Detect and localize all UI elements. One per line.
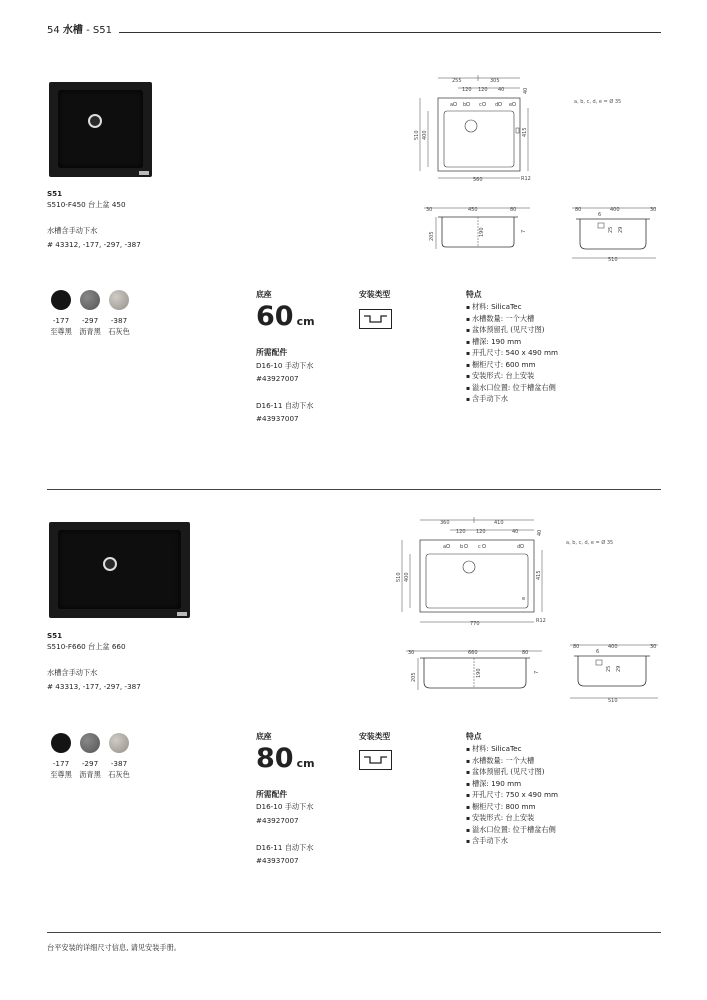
dim-label: 205 — [429, 231, 435, 241]
product-model: S510-F450 台上盆 450 — [47, 200, 126, 209]
base-label: 底座 — [256, 290, 272, 299]
footer-note: 台平安装的详细尺寸信息, 请见安装手册。 — [47, 943, 181, 952]
accessory-name: D16-11 自动下水 — [256, 401, 314, 410]
drain-type: 水槽含手动下水 — [47, 668, 98, 677]
section-divider — [47, 489, 661, 490]
top-view-drawing — [408, 72, 538, 187]
accessory-name: D16-10 手动下水 — [256, 361, 314, 370]
hole-label: b — [463, 102, 467, 108]
header-dash: - — [86, 25, 90, 36]
color-code: -297 — [81, 316, 99, 325]
article-numbers: # 43313, -177, -297, -387 — [47, 682, 141, 691]
color-swatch-297 — [80, 733, 100, 753]
dim-label: 660 — [468, 650, 478, 656]
dim-label: 510 — [608, 698, 618, 704]
product-name: S51 — [47, 631, 63, 640]
feature-item: ▪ 溢水口位置: 位于槽盆右侧 — [466, 383, 558, 395]
dim-label: 7 — [521, 229, 527, 233]
hole-label: c — [479, 102, 482, 108]
color-name: 沥青黑 — [79, 770, 101, 779]
dim-label: 80 — [573, 644, 580, 650]
feature-item: ▪ 盆体预留孔 (见尺寸图) — [466, 767, 558, 779]
color-swatch-387 — [109, 290, 129, 310]
hole-label: e — [522, 596, 526, 602]
side-section-drawing — [568, 640, 660, 706]
color-name: 沥青黑 — [79, 327, 101, 336]
dim-label: 510 — [396, 572, 402, 582]
dim-label: 6 — [598, 212, 602, 218]
dim-label: 410 — [494, 520, 504, 526]
color-code: -387 — [110, 316, 128, 325]
dim-label: R12 — [521, 176, 531, 182]
dim-label: 80 — [510, 207, 517, 213]
hole-label: d — [495, 102, 499, 108]
header-title — [47, 24, 112, 38]
accessory-number: #43937007 — [256, 414, 299, 423]
dim-label: 25 — [608, 226, 614, 233]
features-list — [466, 302, 558, 406]
color-swatches — [47, 290, 142, 338]
footer-rule — [47, 932, 661, 933]
feature-item: ▪ 槽深: 190 mm — [466, 337, 558, 349]
countertop-mount-icon — [359, 750, 392, 770]
front-section-drawing — [404, 646, 544, 696]
dim-label: 7 — [534, 670, 540, 674]
feature-item: ▪ 材料: SilicaTec — [466, 744, 558, 756]
dim-label: 400 — [610, 207, 620, 213]
color-swatch-177 — [51, 733, 71, 753]
hole-diameter-note: a, b, c, d, e = Ø 35 — [566, 540, 614, 546]
color-name: 石灰色 — [108, 770, 130, 779]
dim-label: 560 — [473, 177, 483, 183]
accessory-number: #43927007 — [256, 374, 299, 383]
feature-item: ▪ 开孔尺寸: 750 x 490 mm — [466, 790, 558, 802]
color-code: -297 — [81, 759, 99, 768]
dim-label: 29 — [618, 226, 624, 233]
mount-label: 安装类型 — [359, 290, 391, 299]
dim-label: 360 — [440, 520, 450, 526]
features-list — [466, 744, 558, 848]
article-numbers: # 43312, -177, -297, -387 — [47, 240, 141, 249]
mount-label: 安装类型 — [359, 732, 391, 741]
color-name: 石灰色 — [108, 327, 130, 336]
hole-label: e — [509, 102, 513, 108]
countertop-mount-icon — [359, 309, 392, 329]
dim-label: 400 — [422, 130, 428, 140]
feature-item: ▪ 材料: SilicaTec — [466, 302, 558, 314]
side-section-drawing — [570, 203, 658, 265]
dim-label: 190 — [476, 668, 482, 678]
dim-label: 40 — [523, 87, 529, 94]
hole-label: d — [517, 544, 521, 550]
accessories-label: 所需配件 — [256, 790, 288, 799]
product-photo — [49, 82, 152, 177]
hole-label: b — [460, 544, 464, 550]
drain-type: 水槽含手动下水 — [47, 226, 98, 235]
feature-item: ▪ 水槽数量: 一个大槽 — [466, 314, 558, 326]
dim-label: 770 — [470, 621, 480, 627]
base-size — [256, 744, 315, 779]
base-label: 底座 — [256, 732, 272, 741]
dim-label: 205 — [411, 672, 417, 682]
color-code: -177 — [52, 316, 70, 325]
color-swatch-297 — [80, 290, 100, 310]
base-size-value: 60 — [256, 301, 294, 332]
base-size-value: 80 — [256, 743, 294, 774]
color-name: 至尊黑 — [50, 770, 72, 779]
hole-diameter-note: a, b, c, d, e = Ø 35 — [574, 99, 622, 105]
dim-label: 25 — [606, 665, 612, 672]
feature-item: ▪ 溢水口位置: 位于槽盆右侧 — [466, 825, 558, 837]
header-rule — [119, 32, 661, 33]
header-model: S51 — [92, 25, 112, 36]
dim-label: 30 — [426, 207, 433, 213]
hole-label: c — [478, 544, 481, 550]
feature-item: ▪ 含手动下水 — [466, 836, 558, 848]
color-swatch-177 — [51, 290, 71, 310]
accessory-number: #43937007 — [256, 856, 299, 865]
feature-item: ▪ 开孔尺寸: 540 x 490 mm — [466, 348, 558, 360]
front-section-drawing — [422, 203, 534, 258]
feature-item: ▪ 水槽数量: 一个大槽 — [466, 756, 558, 768]
brand-logo — [177, 612, 187, 616]
dim-label: 415 — [536, 570, 542, 580]
color-swatches — [47, 733, 142, 781]
product-photo — [49, 522, 190, 618]
feature-item: ▪ 盆体预留孔 (见尺寸图) — [466, 325, 558, 337]
top-view-drawing — [394, 512, 554, 630]
dim-label: 80 — [522, 650, 529, 656]
accessory-name: D16-10 手动下水 — [256, 802, 314, 811]
dim-label: 400 — [404, 572, 410, 582]
accessories-label: 所需配件 — [256, 348, 288, 357]
dim-label: 305 — [490, 78, 500, 84]
base-size-unit: cm — [296, 757, 315, 770]
hole-label: a — [443, 544, 447, 550]
sink-basin — [58, 90, 143, 168]
features-label: 特点 — [466, 290, 482, 299]
dim-label: 450 — [468, 207, 478, 213]
brand-logo — [139, 171, 149, 175]
dim-label: 400 — [608, 644, 618, 650]
feature-item: ▪ 橱柜尺寸: 600 mm — [466, 360, 558, 372]
accessory-number: #43927007 — [256, 816, 299, 825]
dim-label: 30 — [650, 207, 657, 213]
color-swatch-387 — [109, 733, 129, 753]
feature-item: ▪ 槽深: 190 mm — [466, 779, 558, 791]
dim-label: 120 — [478, 87, 488, 93]
dim-label: 29 — [616, 665, 622, 672]
color-code: -387 — [110, 759, 128, 768]
feature-item: ▪ 安装形式: 台上安装 — [466, 813, 558, 825]
page-number: 54 — [47, 25, 60, 36]
dim-label: 80 — [575, 207, 582, 213]
page-header — [47, 24, 661, 40]
dim-label: 30 — [408, 650, 415, 656]
accessory-name: D16-11 自动下水 — [256, 843, 314, 852]
dim-label: 120 — [476, 529, 486, 535]
dim-label: 510 — [414, 130, 420, 140]
base-size — [256, 302, 315, 337]
base-size-unit: cm — [296, 315, 315, 328]
features-label: 特点 — [466, 732, 482, 741]
dim-label: 30 — [650, 644, 657, 650]
dim-label: 40 — [537, 529, 543, 536]
dim-label: 255 — [452, 78, 462, 84]
dim-label: 6 — [596, 649, 600, 655]
product-model: S510-F660 台上盆 660 — [47, 642, 126, 651]
dim-label: 40 — [498, 87, 505, 93]
dim-label: 510 — [608, 257, 618, 263]
dim-label: 120 — [462, 87, 472, 93]
dim-label: R12 — [536, 618, 546, 624]
section-title: 水槽 — [62, 25, 83, 36]
feature-item: ▪ 安装形式: 台上安装 — [466, 371, 558, 383]
dim-label: 120 — [456, 529, 466, 535]
sink-basin — [58, 530, 181, 609]
dim-label: 40 — [512, 529, 519, 535]
color-code: -177 — [52, 759, 70, 768]
feature-item: ▪ 橱柜尺寸: 800 mm — [466, 802, 558, 814]
dim-label: 190 — [479, 227, 485, 237]
dim-label: 415 — [522, 127, 528, 137]
drain-hole — [103, 557, 117, 571]
feature-item: ▪ 含手动下水 — [466, 394, 558, 406]
color-name: 至尊黑 — [50, 327, 72, 336]
drain-hole — [88, 114, 102, 128]
hole-label: a — [450, 102, 454, 108]
product-name: S51 — [47, 189, 63, 198]
